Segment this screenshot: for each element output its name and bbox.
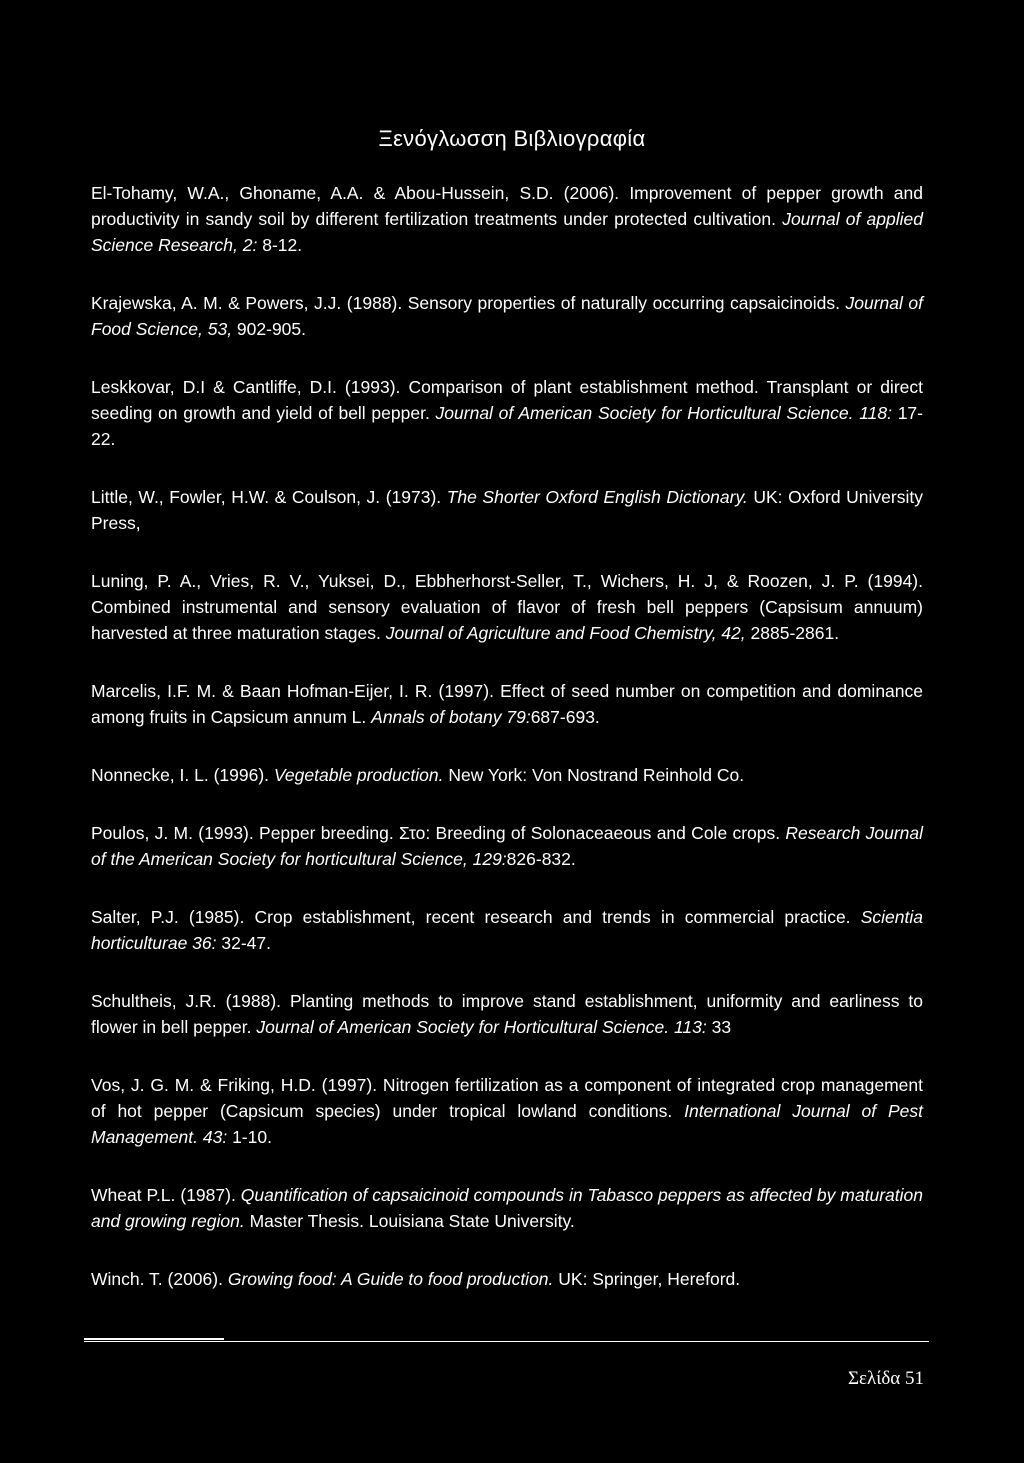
reference-pages: New York: Von Nostrand Reinhold Co. bbox=[443, 765, 745, 785]
reference-item bbox=[91, 290, 923, 342]
reference-pages: 826-832. bbox=[506, 849, 576, 869]
reference-text: Krajewska, A. M. & Powers, J.J. (1988). Sensory properties of naturally occurring capsaicinoids. bbox=[91, 293, 846, 313]
reference-item bbox=[91, 762, 923, 788]
reference-source: Journal of American Society for Horticultural Science. 118: bbox=[435, 403, 892, 423]
reference-source: Journal of American Society for Horticultural Science. 113: bbox=[256, 1017, 707, 1037]
reference-pages: UK: Oxford University Press, bbox=[91, 487, 923, 533]
reference-item bbox=[91, 568, 923, 646]
footer-divider-thin bbox=[84, 1341, 929, 1342]
reference-text: El-Tohamy, W.A., Ghoname, A.A. & Abou-Hussein, S.D. (2006). Improvement of pepper growth and productivity in sandy soil by different fertilization treatments under protected cultivation. bbox=[91, 183, 923, 229]
reference-text: Salter, P.J. (1985). Crop establishment, recent research and trends in commercial practice. bbox=[91, 907, 861, 927]
reference-pages: UK: Springer, Hereford. bbox=[553, 1269, 741, 1289]
reference-text: Luning, P. A., Vries, R. V., Yuksei, D., Ebbherhorst-Seller, T., Wichers, H. J, & Roozen, J. P. (1994). Combined instrumental and sensory evaluation of flavor of fresh bell peppers (Capsisum annuum) harvested at three maturation stages. bbox=[91, 571, 923, 643]
page-title: Ξενόγλωσση Βιβλιογραφία bbox=[378, 126, 646, 151]
reference-item bbox=[91, 988, 923, 1040]
reference-pages: 902-905. bbox=[232, 319, 307, 339]
reference-text: Nonnecke, I. L. (1996). bbox=[91, 765, 274, 785]
reference-pages: 1-10. bbox=[227, 1127, 272, 1147]
reference-pages: 33 bbox=[706, 1017, 732, 1037]
page-number: Σελίδα 51 bbox=[847, 1368, 924, 1389]
reference-text: Little, W., Fowler, H.W. & Coulson, J. (1973). bbox=[91, 487, 447, 507]
reference-pages: 687-693. bbox=[530, 707, 600, 727]
reference-text: Vos, J. G. M. & Friking, H.D. (1997). Nitrogen fertilization as a component of integrated crop management of hot pepper (Capsicum species) under tropical lowland conditions. bbox=[91, 1075, 923, 1121]
reference-item bbox=[91, 1072, 923, 1150]
reference-source: Journal of Food Science, 53, bbox=[91, 293, 924, 339]
reference-pages: Master Thesis. Louisiana State University. bbox=[244, 1211, 575, 1231]
reference-source: Scientia horticulturae 36: bbox=[91, 907, 923, 953]
reference-pages: 2885-2861. bbox=[745, 623, 840, 643]
reference-text: Wheat P.L. (1987). bbox=[91, 1185, 241, 1205]
reference-text: Poulos, J. M. (1993). Pepper breeding. Στο: Breeding of Solonaceaeous and Cole crops. bbox=[91, 823, 786, 843]
reference-source: Research Journal of the American Society for horticultural Science, 129: bbox=[91, 823, 924, 869]
reference-item bbox=[91, 1182, 923, 1234]
reference-source: Vegetable production. bbox=[273, 765, 444, 785]
reference-source: Quantification of capsaicinoid compounds in Tabasco peppers as affected by maturation and growing region. bbox=[91, 1185, 923, 1231]
reference-pages: 32-47. bbox=[216, 933, 271, 953]
reference-item bbox=[91, 820, 923, 872]
reference-item bbox=[91, 678, 923, 730]
reference-source: The Shorter Oxford English Dictionary. bbox=[446, 487, 748, 507]
reference-text: Winch. T. (2006). bbox=[91, 1269, 228, 1289]
footer-divider-thick bbox=[84, 1338, 224, 1340]
reference-source: Annals of botany 79: bbox=[371, 707, 531, 727]
reference-item bbox=[91, 484, 923, 536]
reference-pages: 8-12. bbox=[257, 235, 303, 255]
reference-item bbox=[91, 180, 923, 258]
reference-source: Growing food: A Guide to food production. bbox=[227, 1269, 554, 1289]
reference-item bbox=[91, 374, 923, 452]
reference-text: Leskkovar, D.I & Cantliffe, D.I. (1993). Comparison of plant establishment method. Transplant or direct seeding on growth and yield of bell pepper. bbox=[91, 377, 923, 423]
reference-text: Marcelis, I.F. M. & Baan Hofman-Eijer, I. R. (1997). Effect of seed number on competition and dominance among fruits in Capsicum annum L. bbox=[91, 681, 923, 727]
reference-source: Journal of Agriculture and Food Chemistry, 42, bbox=[385, 623, 746, 643]
reference-item bbox=[91, 904, 923, 956]
reference-text: Schultheis, J.R. (1988). Planting methods to improve stand establishment, uniformity and earliness to flower in bell pepper. bbox=[91, 991, 923, 1037]
reference-pages: 17-22. bbox=[91, 403, 923, 449]
reference-source: Journal of applied Science Research, 2: bbox=[91, 209, 923, 255]
reference-list bbox=[91, 180, 923, 1324]
reference-item bbox=[91, 1266, 923, 1292]
reference-source: International Journal of Pest Management. 43: bbox=[91, 1101, 923, 1147]
